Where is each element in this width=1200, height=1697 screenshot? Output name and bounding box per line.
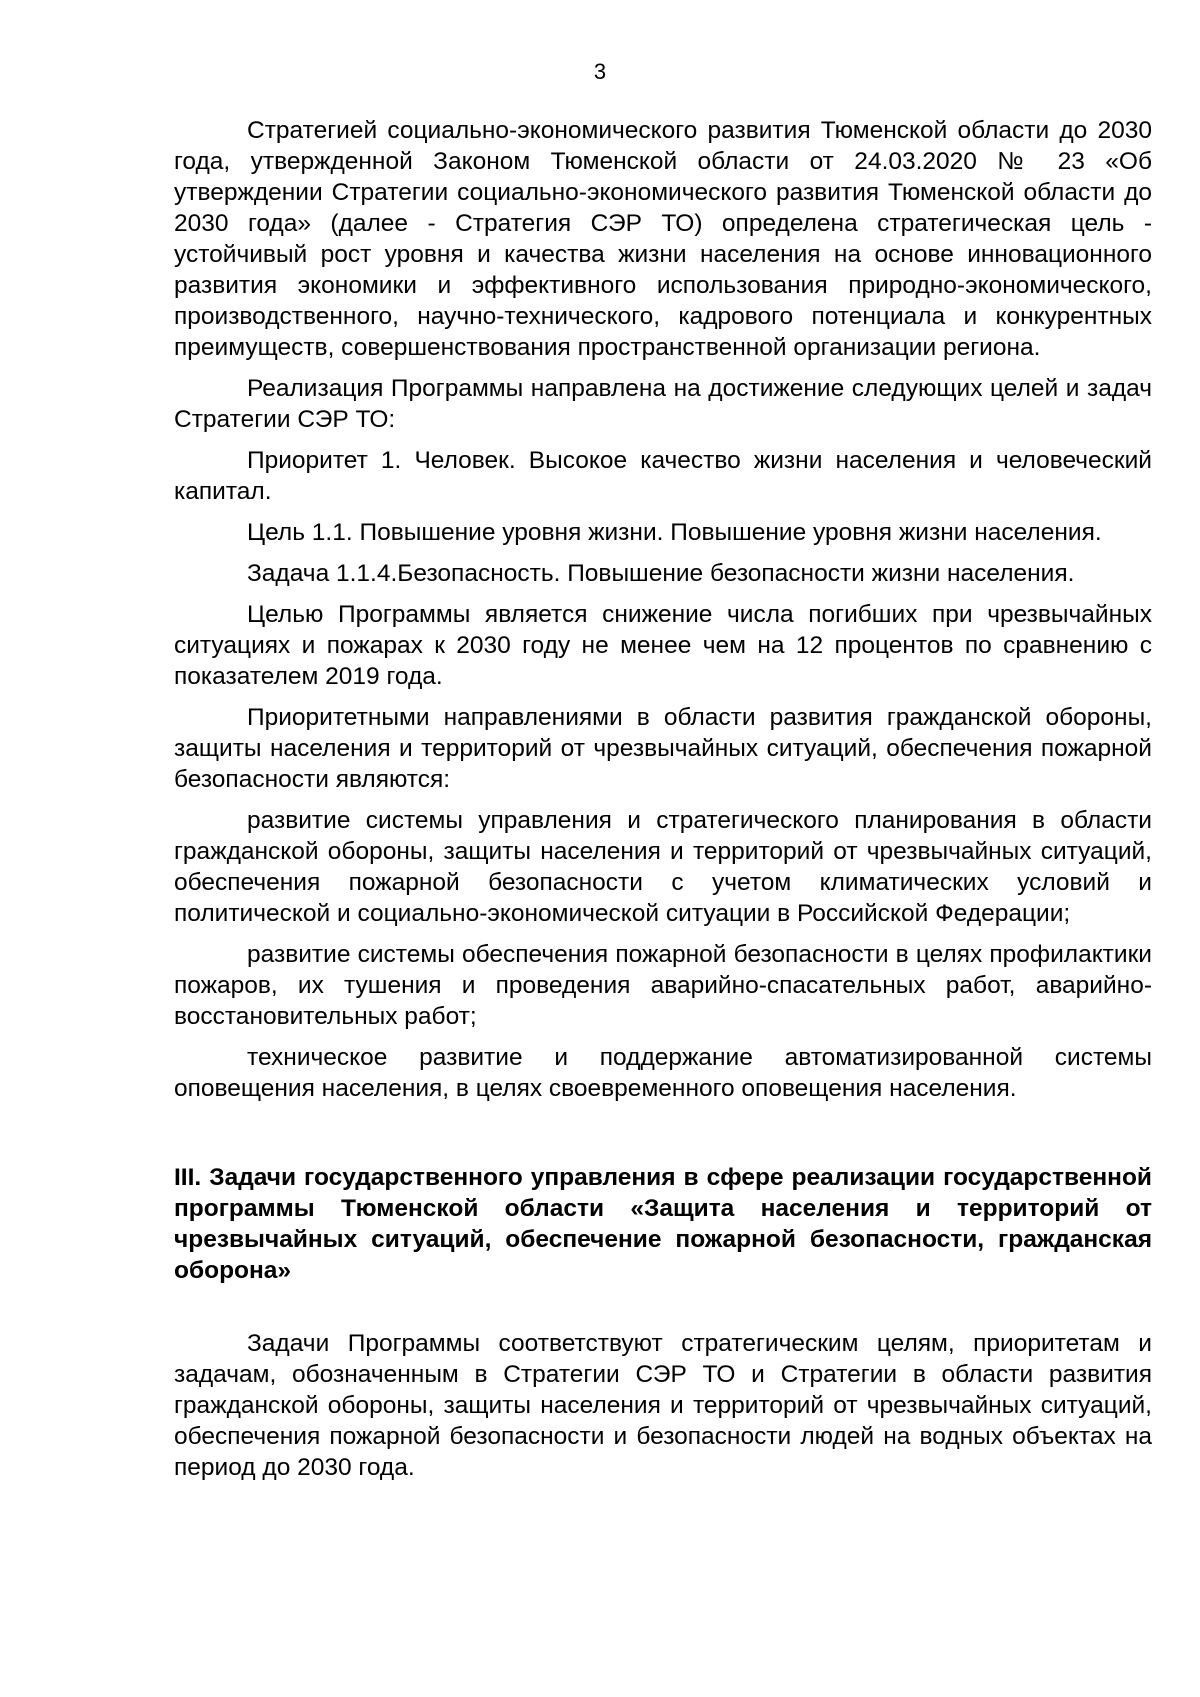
page-number: 3 — [593, 59, 607, 84]
paragraph-priority: Приоритет 1. Человек. Высокое качество жизни населения и человеческий капитал. — [174, 447, 1152, 505]
list-item-fire-safety-development: развитие системы обеспечения пожарной безопасности в целях профилактики пожаров, их тушения и проведения аварийно-спасательных работ, аварийно-восстановительных работ; — [174, 941, 1152, 1030]
section-heading: III. Задачи государственного управления в сфере реализации государственной программы Тюменской области «Защита населения и территорий от чрезвычайных ситуаций, обеспечение пожарной безопасности, гражданская оборона» — [174, 1164, 1152, 1284]
paragraph-program-aim: Целью Программы является снижение числа погибших при чрезвычайных ситуациях и пожарах к 2030 году не менее чем на 12 процентов по сравнению с показателем 2019 года. — [174, 601, 1152, 690]
paragraph-strategy-goal: Стратегией социально-экономического развития Тюменской области до 2030 года, утвержденной Законом Тюменской области от 24.03.2020 № 23 «Об утверждении Стратегии социально-экономического развития Тюменской области до 2030 года» (далее - Стратегия СЭР ТО) определена стратегическая цель - устойчивый рост уровня и качества жизни населения на основе инновационного развития экономики и эффективного использования природно-экономического, производственного, научно-технического, кадрового потенциала и конкурентных преимуществ, совершенствования пространственной организации региона. — [174, 117, 1152, 361]
paragraph-program-direction: Реализация Программы направлена на достижение следующих целей и задач Стратегии СЭР ТО: — [174, 375, 1152, 433]
document-body — [174, 115, 1152, 1483]
paragraph-section-tasks: Задачи Программы соответствуют стратегическим целям, приоритетам и задачам, обозначенным в Стратегии СЭР ТО и Стратегии в области развития гражданской обороны, защиты населения и территорий от чрезвычайных ситуаций, обеспечения пожарной безопасности и безопасности людей на водных объектах на период до 2030 года. — [174, 1330, 1152, 1481]
paragraph-goal: Цель 1.1. Повышение уровня жизни. Повышение уровня жизни населения. — [247, 519, 1102, 546]
list-item-management-development: развитие системы управления и стратегического планирования в области гражданской обороны, защиты населения и территорий от чрезвычайных ситуаций, обеспечения пожарной безопасности с учетом климатических условий и политической и социально-экономической ситуации в Российской Федерации; — [174, 807, 1152, 927]
paragraph-task: Задача 1.1.4.Безопасность. Повышение безопасности жизни населения. — [247, 560, 1075, 587]
paragraph-priority-directions: Приоритетными направлениями в области развития гражданской обороны, защиты населения и территорий от чрезвычайных ситуаций, обеспечения пожарной безопасности являются: — [174, 704, 1152, 793]
list-item-warning-system: техническое развитие и поддержание автоматизированной системы оповещения населения, в целях своевременного оповещения населения. — [174, 1044, 1152, 1102]
